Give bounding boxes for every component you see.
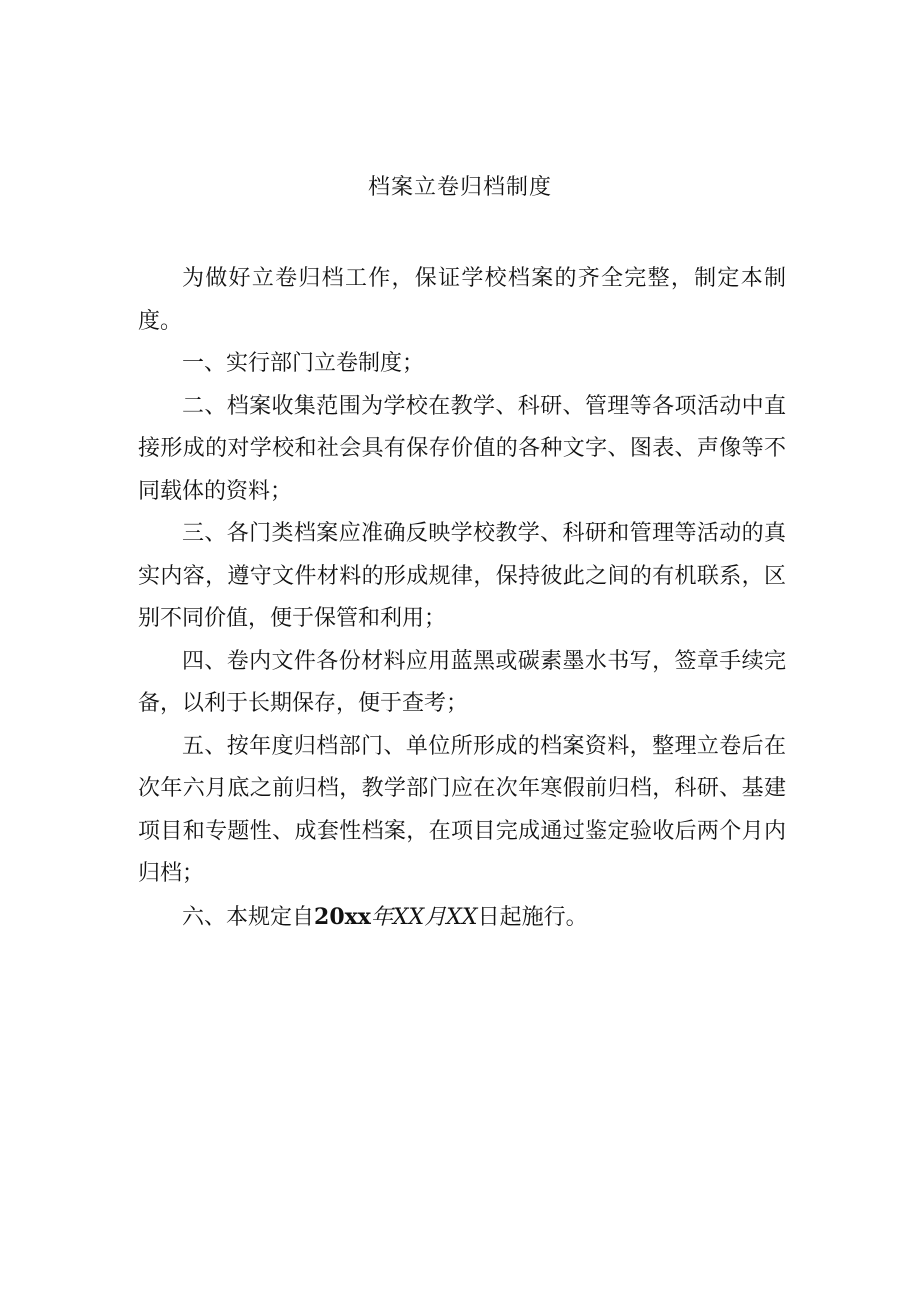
clause-6 <box>138 896 786 940</box>
effective-month: XX <box>392 904 425 930</box>
document-body <box>138 258 786 939</box>
clause-4: 四、卷内文件各份材料应用蓝黑或碳素墨水书写，签章手续完备，以利于长期保存，便于查考； <box>138 648 786 716</box>
clause-6-suffix: 日起施行。 <box>477 904 588 930</box>
effective-year: 20xx <box>314 903 371 930</box>
clause-3: 三、各门类档案应准确反映学校教学、科研和管理等活动的真实内容，遵守文件材料的形成规律，保持彼此之间的有机联系，区别不同价值，便于保管和利用； <box>138 521 786 631</box>
effective-day: XX <box>446 904 478 930</box>
document-title: 档案立卷归档制度 <box>367 175 552 200</box>
clause-2: 二、档案收集范围为学校在教学、科研、管理等各项活动中直接形成的对学校和社会具有保存价值的各种文字、图表、声像等不同载体的资料； <box>138 393 786 504</box>
intro-paragraph: 为做好立卷归档工作，保证学校档案的齐全完整，制定本制度。 <box>138 266 786 334</box>
month-unit: 月 <box>424 904 447 930</box>
clause-6-prefix: 六、本规定自 <box>182 904 315 930</box>
clause-5: 五、按年度归档部门、单位所形成的档案资料，整理立卷后在次年六月底之前归档，教学部门应在次年寒假前归档，科研、基建项目和专题性、成套性档案，在项目完成通过鉴定验收后两个月内归档； <box>138 733 786 886</box>
year-unit: 年 <box>370 904 393 930</box>
clause-1: 一、实行部门立卷制度； <box>182 351 425 376</box>
